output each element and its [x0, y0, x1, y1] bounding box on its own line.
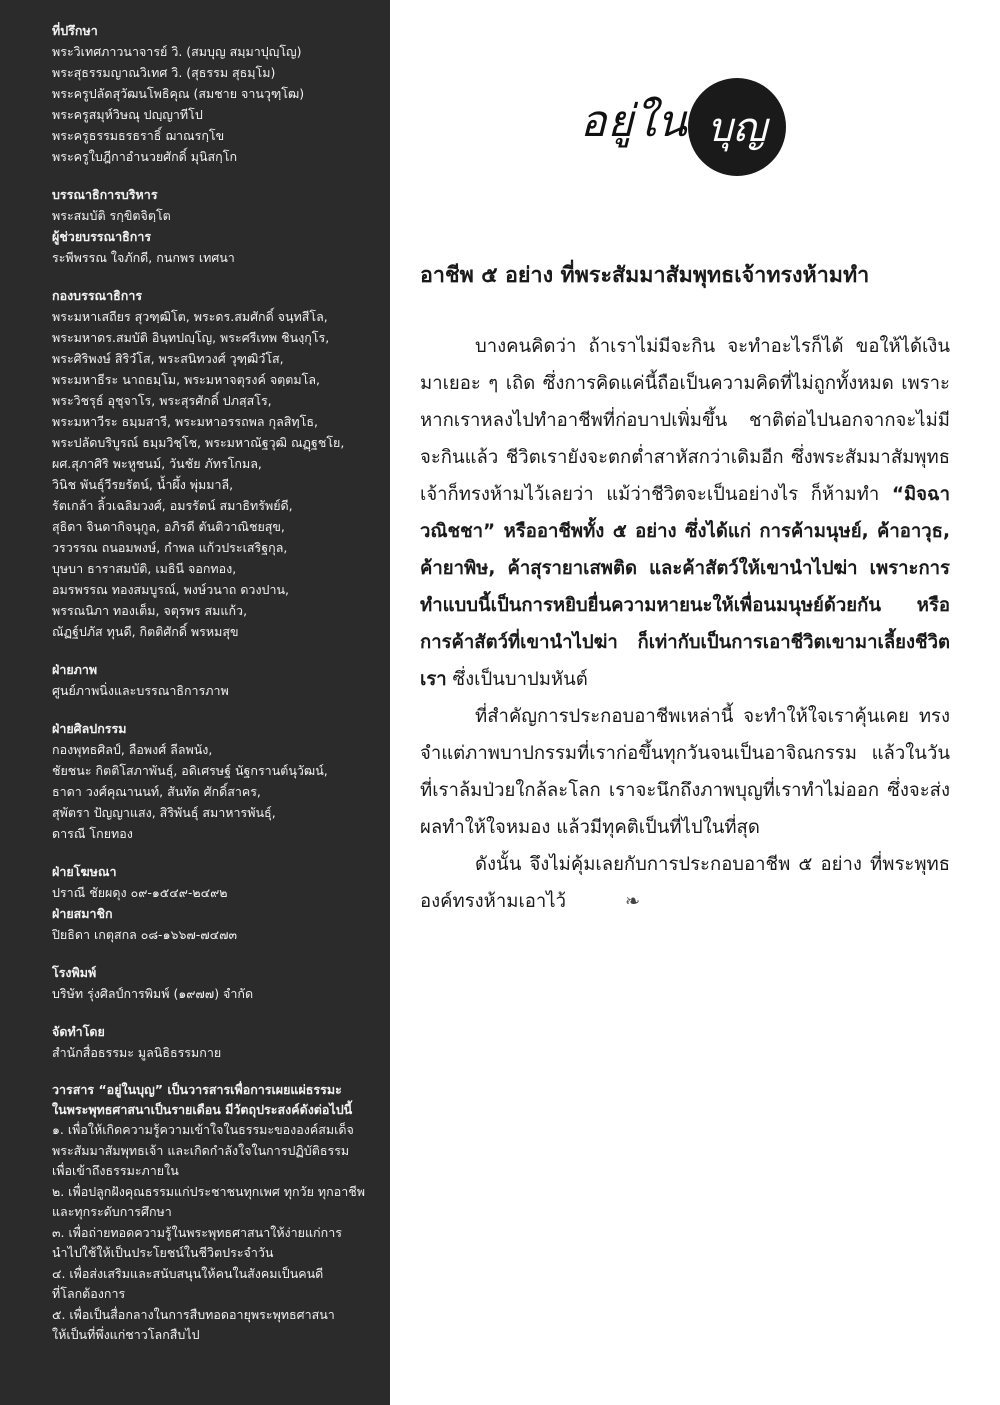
- printing-heading: โรงพิมพ์: [52, 965, 97, 980]
- advertising-line: ปราณี ชัยผดุง ๐๙-๑๕๔๙-๒๔๙๒: [52, 885, 228, 900]
- objectives-heading: ในพระพุทธศาสนาเป็นรายเดือน มีวัตถุประสงค์ดังต่อไปนี้: [52, 1102, 353, 1117]
- objective-line: ๑. เพื่อให้เกิดความรู้ความเข้าใจในธรรมะขององค์สมเด็จ: [52, 1122, 354, 1137]
- art-section: [52, 718, 372, 844]
- editorial-board-heading: กองบรรณาธิการ: [52, 288, 143, 303]
- objective-line: ที่โลกต้องการ: [52, 1286, 126, 1301]
- board-line: พรรณนิภา ทองเต็ม, จตุรพร สมแก้ว,: [52, 603, 248, 618]
- article-paragraph: [420, 328, 950, 698]
- art-line: กองพุทธศิลป์, ลือพงศ์ ลีลพนัง,: [52, 742, 213, 757]
- board-line: พระมหาธีระ นาถธมฺโม, พระมหาจตุรงค์ จตฺตมโล,: [52, 372, 321, 387]
- board-line: บุษบา ธาราสมบัติ, เมธินี จอกทอง,: [52, 561, 237, 576]
- advisor-line: พระครูปลัดสุวัฒนโพธิคุณ (สมชาย จานวุฑฺโฒ): [52, 86, 305, 101]
- assistant-editor-names: ระพีพรรณ ใจภักดี, กนกพร เทศนา: [52, 250, 235, 265]
- objective-line: ๓. เพื่อถ่ายทอดความรู้ในพระพุทธศาสนาให้ง่ายแก่การ: [52, 1224, 342, 1240]
- assistant-editor-heading: ผู้ช่วยบรรณาธิการ: [52, 229, 152, 244]
- logo-text: อยู่ใน: [580, 96, 688, 147]
- printing-line: บริษัท รุ่งศิลป์การพิมพ์ (๑๙๗๗) จำกัด: [52, 986, 254, 1001]
- executive-editor-heading: บรรณาธิการบริหาร: [52, 187, 158, 202]
- paragraph-text: บางคนคิดว่า ถ้าเราไม่มีจะกิน จะทำอะไรก็ได้ ขอให้ได้เงินมาเยอะ ๆ เถิด ซึ่งการคิดแค่นี้ถือเป็นความคิดที่ไม่ถูกทั้งหมด เพราะหากเราหลงไปทำอาชีพที่ก่อบาปเพิ่มขึ้น ชาติต่อไปนอกจากจะไม่มีจะกินแล้ว ชีวิตเรายังจะตกต่ำสาหัสกว่าเดิมอีก ซึ่งพระสัมมาสัมพุทธเจ้าก็ทรงห้ามไว้เลยว่า แม้ว่าชีวิตจะเป็นอย่างไร ก็ห้ามทำ: [420, 336, 950, 505]
- article-paragraph: [420, 846, 950, 920]
- board-line: วินิช พันธุ์วีรยรัตน์, น้ำผึ้ง พุ่มมาลี,: [52, 477, 234, 492]
- editorial-board-section: [52, 285, 372, 642]
- objective-line: พระสัมมาสัมพุทธเจ้า และเกิดกำลังใจในการปฏิบัติธรรม: [52, 1142, 350, 1158]
- logo-circle-text: บุญ: [707, 105, 767, 151]
- printing-section: [52, 962, 372, 1004]
- board-line: พระมหาเสถียร สุวฑฺฒิโต, พระดร.สมศักดิ์ จนฺทสีโล,: [52, 309, 328, 324]
- board-line: สุธิดา จินดากิจนุกูล, อภิรดี ตันติวาณิชยสุข,: [52, 519, 285, 534]
- membership-heading: ฝ่ายสมาชิก: [52, 906, 113, 921]
- masthead-sidebar: [0, 0, 390, 1405]
- board-line: ผศ.สุภาศิริ พะหูชนม์, วันชัย ภัทรโกมล,: [52, 456, 262, 471]
- advertising-heading: ฝ่ายโฆษณา: [52, 864, 117, 879]
- advisors-section: [52, 20, 372, 167]
- advisor-line: พระสุธรรมญาณวิเทศ วิ. (สุธรรม สุธมฺโม): [52, 65, 276, 80]
- produced-by-heading: จัดทำโดย: [52, 1024, 105, 1039]
- produced-by-section: [52, 1021, 372, 1063]
- advisor-line: พระวิเทศภาวนาจารย์ วิ. (สมบุญ สมฺมาปุญฺโญ): [52, 44, 302, 59]
- membership-line: ปิยธิดา เกตุสกล ๐๘-๑๖๖๗-๗๔๗๓: [52, 927, 238, 942]
- objective-line: ให้เป็นที่พึ่งแก่ชาวโลกสืบไป: [52, 1327, 200, 1342]
- magazine-logo: [580, 78, 840, 178]
- article-area: [390, 0, 1000, 1405]
- logo-circle: [688, 78, 786, 176]
- article-body: [420, 328, 950, 920]
- board-line: พระมหาวีระ ธมฺมสารี, พระมหาอรรถพล กุลสิทฺโธ,: [52, 414, 318, 429]
- paragraph-text: ดังนั้น จึงไม่คุ้มเลยกับการประกอบอาชีพ ๕ อย่าง ที่พระพุทธองค์ทรงห้ามเอาไว้: [420, 854, 950, 912]
- paragraph-text: ซึ่งเป็นบาปมหันต์: [446, 669, 588, 690]
- advisor-line: พระครูใบฎีกาอำนวยศักดิ์ มุนิสกฺโก: [52, 149, 238, 164]
- board-line: พระปลัดบริบูรณ์ ธมฺมวิชฺโช, พระมหาณัฐวุฒิ ณฏฺฐชโย,: [52, 435, 345, 450]
- objectives-heading: วารสาร “อยู่ในบุญ” เป็นวารสารเพื่อการเผยแผ่ธรรมะ: [52, 1082, 342, 1097]
- art-heading: ฝ่ายศิลปกรรม: [52, 721, 127, 736]
- board-line: พระมหาดร.สมบัติ อินฺทปญฺโญ, พระศรีเทพ ชินงฺกุโร,: [52, 330, 330, 345]
- produced-by-line: สำนักสื่อธรรมะ มูลนิธิธรรมกาย: [52, 1045, 222, 1060]
- article-paragraph: [420, 698, 950, 846]
- board-line: พระศิริพงษ์ สิริวํโส, พระสนิทวงศ์ วุฑฺฒิวํโส,: [52, 351, 284, 366]
- objective-line: นำไปใช้ให้เป็นประโยชน์ในชีวิตประจำวัน: [52, 1245, 274, 1260]
- photo-section: [52, 659, 372, 701]
- photo-heading: ฝ่ายภาพ: [52, 662, 98, 677]
- objective-line: เพื่อเข้าถึงธรรมะภายใน: [52, 1163, 179, 1178]
- art-line: ธาดา วงศ์คุณานนท์, สันทัด ศักดิ์สาคร,: [52, 784, 261, 799]
- paragraph-text: ที่สำคัญการประกอบอาชีพเหล่านี้ จะทำให้ใจเราคุ้นเคย ทรงจำแต่ภาพบาปกรรมที่เราก่อขึ้นทุกวันจนเป็นอาจิณกรรม แล้วในวันที่เราล้มป่วยใกล้ละโลก เราจะนึกถึงภาพบุญที่เราทำไม่ออก ซึ่งจะส่งผลทำให้ใจหมอง แล้วมีทุคติเป็นที่ไปในที่สุด: [420, 706, 950, 838]
- board-line: พระวิชรุธ์ อุชุจาโร, พระสุรศักดิ์ ปภสฺสโร,: [52, 393, 272, 408]
- art-line: ดารณี โกยทอง: [52, 826, 133, 841]
- advisor-line: พระครูสมุห์วิษณุ ปญฺญาทีโป: [52, 107, 203, 122]
- objective-line: ๒. เพื่อปลูกฝังคุณธรรมแก่ประชาชนทุกเพศ ทุกวัย ทุกอาชีพ: [52, 1183, 365, 1199]
- advisors-heading: ที่ปรึกษา: [52, 23, 98, 38]
- board-line: รัตเกล้า ลิ้วเฉลิมวงศ์, อมรรัตน์ สมาธิทรัพย์ดี,: [52, 498, 293, 513]
- editors-section: [52, 184, 372, 268]
- advisor-line: พระครูธรรมธรธราธิ์ ฌาณรกฺโข: [52, 128, 225, 143]
- objectives-section: [52, 1080, 372, 1346]
- objective-line: ๕. เพื่อเป็นสื่อกลางในการสืบทอดอายุพระพุทธศาสนา: [52, 1306, 335, 1322]
- art-line: สุพัตรา ปัญญาแสง, สิริพันธุ์ สมาหารพันธุ์,: [52, 805, 276, 820]
- leaf-icon: ❧: [624, 891, 641, 912]
- board-line: ณัฏฐ์ปภัส ทุนดี, กิตติศักดิ์ พรหมสุข: [52, 624, 239, 639]
- board-line: อมรพรรณ ทองสมบูรณ์, พงษ์วนาถ ดวงปาน,: [52, 582, 290, 597]
- advertising-membership-section: [52, 861, 372, 945]
- art-line: ชัยชนะ กิตติโสภาพันธุ์, อดิเศรษฐ์ นัฐกรานต์นุวัฒน์,: [52, 763, 328, 778]
- paragraph-bold-text: “มิจฉาวณิชชา” หรืออาชีพทั้ง ๕ อย่าง ซึ่งได้แก่ การค้ามนุษย์, ค้าอาวุธ, ค้ายาพิษ, ค้าสุรายาเสพติด และค้าสัตว์ให้เขานำไปฆ่า เพราะการทำแบบนี้เป็นการหยิบยื่นความหายนะให้เพื่อนมนุษย์ด้วยกัน หรือการค้าสัตว์ที่เขานำไปฆ่า ก็เท่ากับเป็นการเอาชีวิตเขามาเลี้ยงชีวิตเรา: [420, 484, 950, 690]
- board-line: วรวรรณ ถนอมพงษ์, กำพล แก้วประเสริฐกุล,: [52, 540, 288, 555]
- objective-line: ๔. เพื่อส่งเสริมและสนับสนุนให้คนในสังคมเป็นคนดี: [52, 1265, 324, 1281]
- objective-line: และทุกระดับการศึกษา: [52, 1204, 172, 1219]
- photo-line: ศูนย์ภาพนิ่งและบรรณาธิการภาพ: [52, 683, 229, 698]
- article-title: อาชีพ ๕ อย่าง ที่พระสัมมาสัมพุทธเจ้าทรงห้ามทำ: [420, 263, 870, 288]
- executive-editor-name: พระสมบัติ รกฺขิตจิตฺโต: [52, 208, 171, 223]
